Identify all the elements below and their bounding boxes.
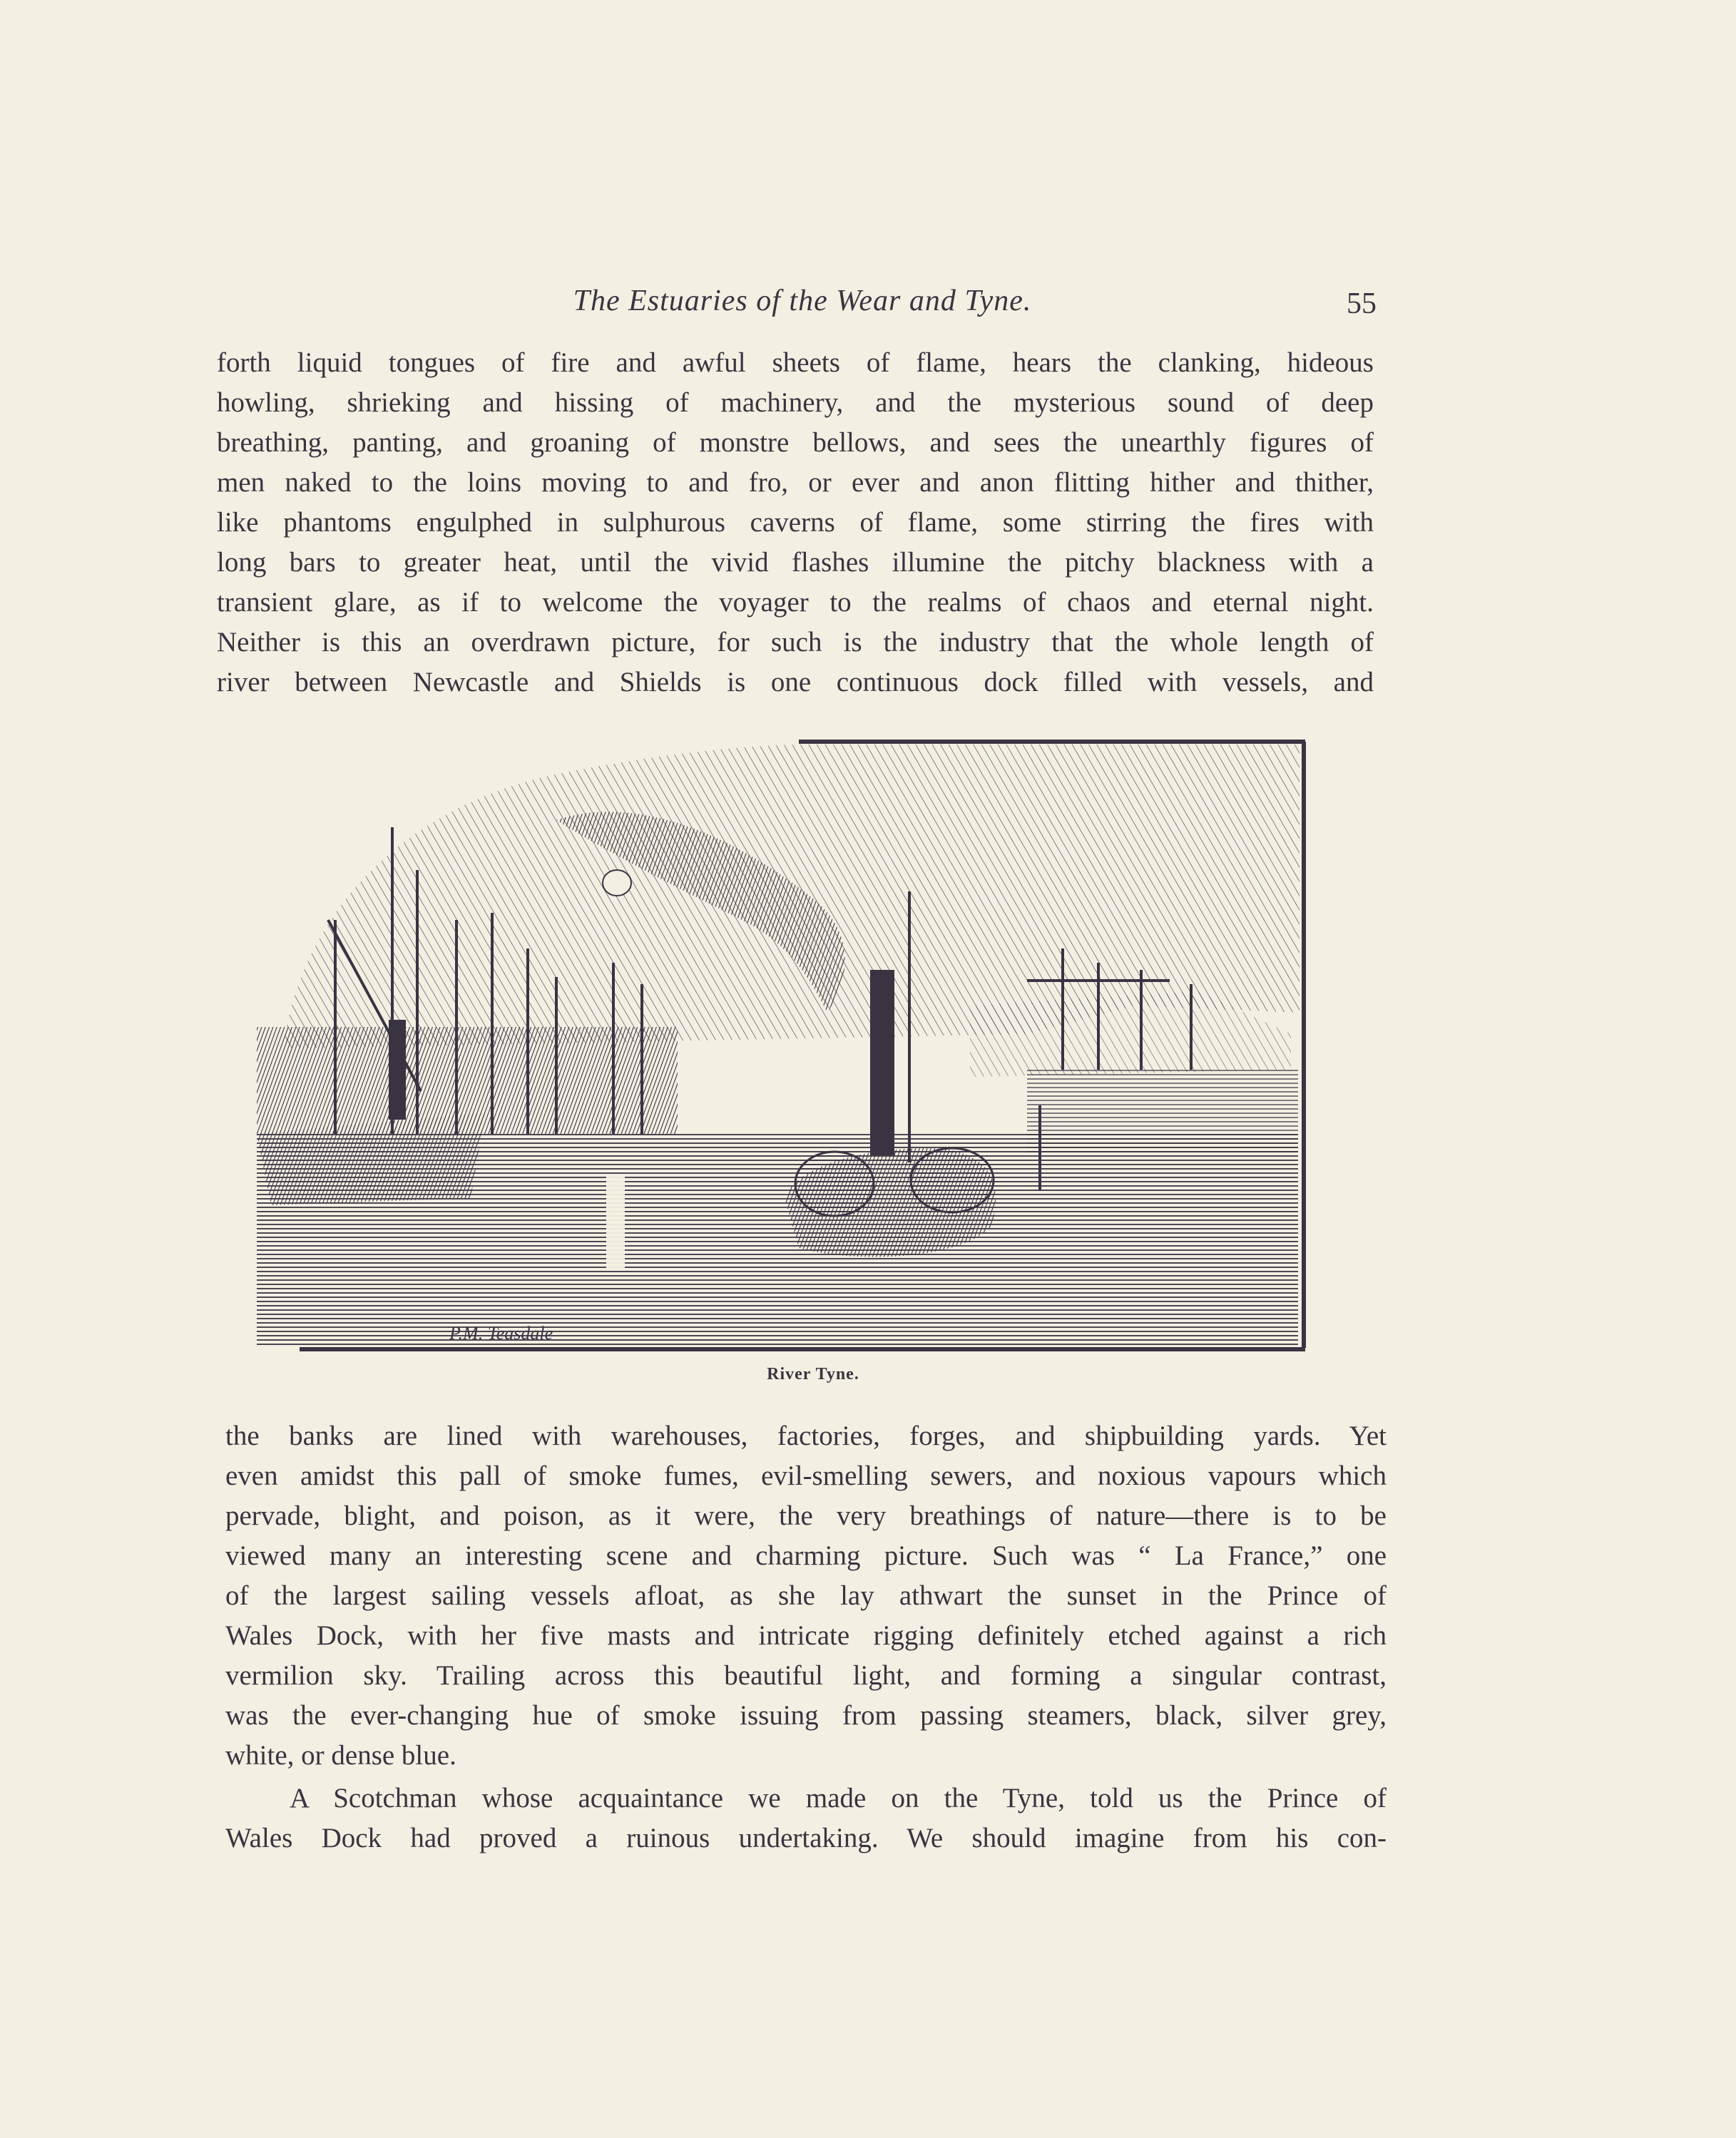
figure-caption: River Tyne. — [767, 1365, 859, 1383]
tugboat-funnel — [870, 970, 894, 1155]
text-line: was the ever-changing hue of smoke issuing from passing steamers, black, silver grey, — [225, 1700, 1387, 1731]
running-title: The Estuaries of the Wear and Tyne. — [573, 285, 1032, 317]
river-water-far — [1027, 1070, 1298, 1155]
text-line: the banks are lined with warehouses, factories, forges, and shipbuilding yards. Yet — [225, 1421, 1387, 1451]
artist-signature: P.M. Teasdale — [449, 1323, 553, 1344]
text-line: like phantoms engulphed in sulphurous caverns of flame, some stirring the fires with — [217, 507, 1374, 538]
river-water — [257, 1134, 1298, 1348]
left-steamer-funnel — [389, 1020, 406, 1120]
text-line: vermilion sky. Trailing across this beautiful light, and forming a singular contrast, — [225, 1660, 1387, 1691]
text-line: river between Newcastle and Shields is one continuous dock filled with vessels, and — [217, 667, 1374, 697]
text-line: Wales Dock had proved a ruinous undertaking. We should imagine from his con- — [225, 1823, 1387, 1853]
text-line: forth liquid tongues of fire and awful sheets of flame, hears the clanking, hideous — [217, 347, 1374, 378]
moon-reflection — [606, 1177, 625, 1269]
moon — [603, 870, 631, 896]
page-number: 55 — [1347, 287, 1377, 320]
text-line: transient glare, as if to welcome the voyager to the realms of chaos and eternal night. — [217, 587, 1374, 618]
text-line: Neither is this an overdrawn picture, for such is the industry that the whole length of — [217, 627, 1374, 658]
engraving-svg — [242, 735, 1355, 1362]
text-line: men naked to the loins moving to and fro, or ever and anon flitting hither and thither, — [217, 467, 1374, 498]
bottom-paragraph-2 — [225, 1779, 1387, 1858]
text-line: A Scotchman whose acquaintance we made on the Tyne, told us the Prince of — [290, 1783, 1387, 1814]
tugboat-paddlebox-left — [795, 1152, 874, 1216]
tugboat-paddlebox-right — [911, 1148, 994, 1212]
river-tyne-engraving — [242, 735, 1355, 1362]
running-head — [214, 284, 1377, 327]
text-line: white, or dense blue. — [225, 1740, 456, 1771]
text-line: viewed many an interesting scene and charming picture. Such was “ La France,” one — [225, 1540, 1387, 1571]
text-line: long bars to greater heat, until the vivid flashes illumine the pitchy blackness with a — [217, 547, 1374, 578]
text-line: pervade, blight, and poison, as it were, the very breathings of nature—there is to be — [225, 1500, 1387, 1531]
top-paragraph — [217, 343, 1374, 702]
text-line: even amidst this pall of smoke fumes, evil-smelling sewers, and noxious vapours which — [225, 1461, 1387, 1491]
text-line: Wales Dock, with her five masts and intricate rigging definitely etched against a rich — [225, 1620, 1387, 1651]
bottom-paragraph-1 — [225, 1416, 1387, 1776]
text-line: breathing, panting, and groaning of monstre bellows, and sees the unearthly figures of — [217, 427, 1374, 458]
text-line: of the largest sailing vessels afloat, as she lay athwart the sunset in the Prince of — [225, 1580, 1387, 1611]
text-line: howling, shrieking and hissing of machinery, and the mysterious sound of deep — [217, 387, 1374, 418]
